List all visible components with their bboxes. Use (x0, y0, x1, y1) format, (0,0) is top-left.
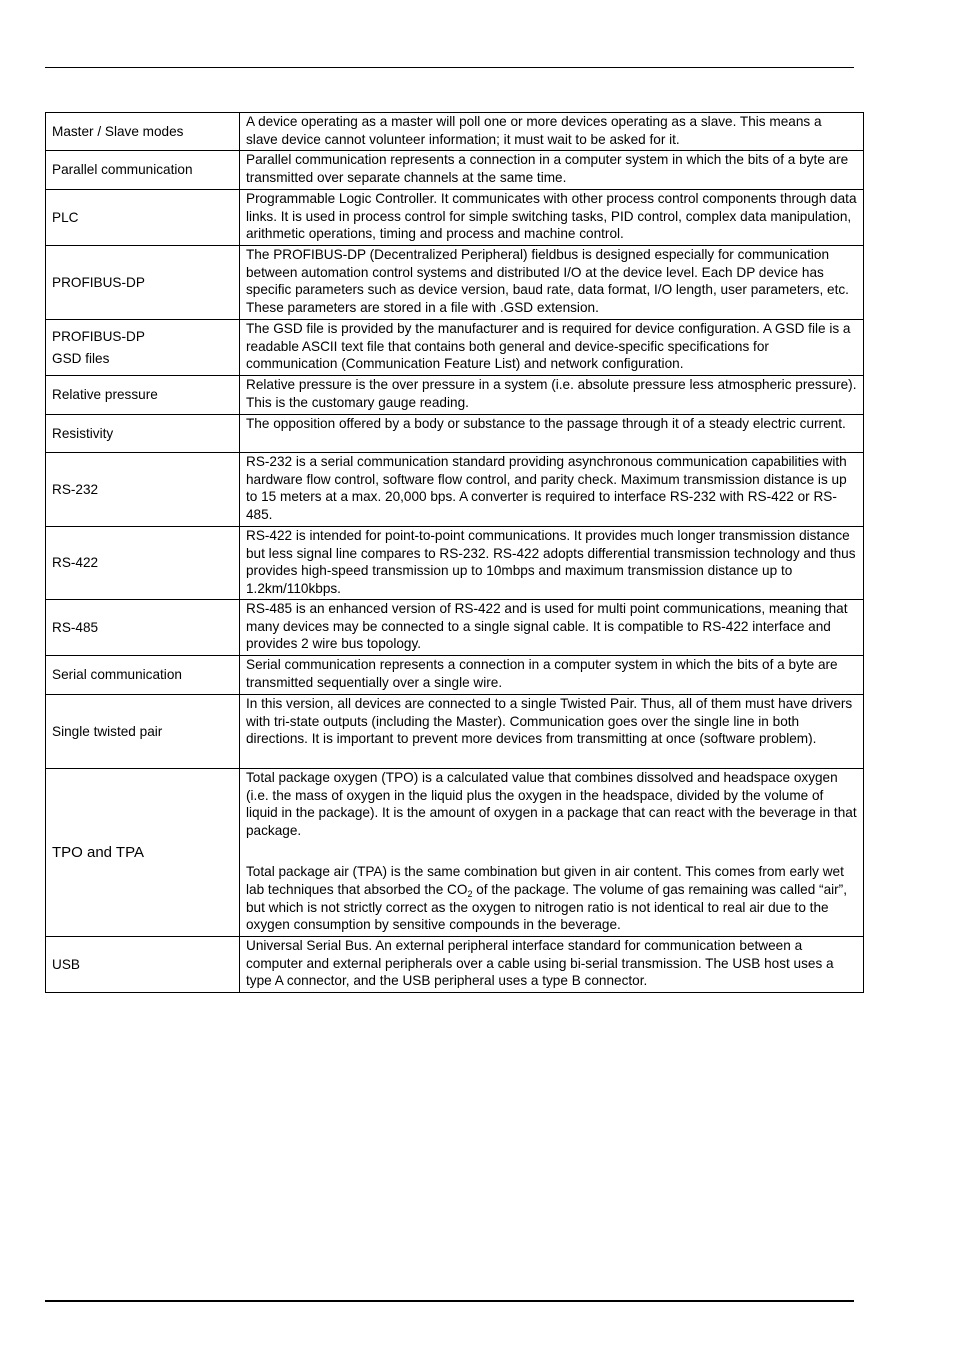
table-row (46, 656, 864, 695)
table-row (46, 937, 864, 993)
table-row (46, 415, 864, 453)
term-cell: Parallel communication (46, 151, 240, 190)
term-cell (46, 320, 240, 376)
table-row (46, 190, 864, 246)
definition-cell: A device operating as a master will poll one or more devices operating as a slave. This means a slave device cannot volunteer information; it must wait to be asked for it. (240, 113, 864, 151)
term-cell: RS-232 (46, 453, 240, 527)
table-row (46, 151, 864, 190)
subscript: 2 (467, 888, 473, 899)
term-cell: RS-422 (46, 527, 240, 600)
term-cell: TPO and TPA (46, 769, 240, 937)
term-cell: Relative pressure (46, 376, 240, 415)
term-cell: USB (46, 937, 240, 993)
paragraph-gap (246, 839, 857, 863)
term-cell: Resistivity (46, 415, 240, 453)
table-row (46, 600, 864, 656)
definition-cell: RS-485 is an enhanced version of RS-422 and is used for multi point communications, meaning that many devices may be connected to a single signal cable. It is compatible to RS-422 interface and provides 2 wire bus topology. (240, 600, 864, 656)
definition-cell (240, 769, 864, 937)
definition-cell: RS-232 is a serial communication standard providing asynchronous communication capabilities with hardware flow control, software flow control, and parity check. Maximum transmission distance is up to 15 meters at a max. 20,000 bps. A converter is required to interface RS-232 with RS-422 or RS-485. (240, 453, 864, 527)
footer-rule (45, 1300, 854, 1302)
term-cell: RS-485 (46, 600, 240, 656)
term-cell: PLC (46, 190, 240, 246)
term-line: PROFIBUS-DP (52, 328, 145, 344)
text-run: Total package air (TPA) is the same combination but given in air content. This comes from early wet lab techniques that absorbed the CO (246, 864, 844, 897)
definition-cell: In this version, all devices are connected to a single Twisted Pair. Thus, all of them must have drivers with tri-state outputs (including the Master). Communication goes over the single line in both directions. It is important to prevent more devices from transmitting at once (software problem). (240, 695, 864, 769)
table-row (46, 246, 864, 320)
definition-cell: The opposition offered by a body or substance to the passage through it of a steady electric current. (240, 415, 864, 453)
table-row (46, 453, 864, 527)
table-row (46, 376, 864, 415)
definition-cell: Programmable Logic Controller. It communicates with other process control components through data links. It is used in process control for simple switching tasks, PID control, complex data manipulation, arithmetic operations, timing and process and machine control. (240, 190, 864, 246)
definition-cell: Parallel communication represents a connection in a computer system in which the bits of a byte are transmitted over separate channels at the same time. (240, 151, 864, 190)
table-row (46, 769, 864, 937)
definition-cell: Relative pressure is the over pressure in a system (i.e. absolute pressure less atmospheric pressure). This is the customary gauge reading. (240, 376, 864, 415)
definition-cell: RS-422 is intended for point-to-point communications. It provides much longer transmission distance but less signal line compares to RS-232. RS-422 adopts differential transmission technology and thus provides high-speed transmission up to 10mbps and maximum transmission distance up to 1.2km/110kbps. (240, 527, 864, 600)
text-run: of the package. The volume of gas remaining was called “air”, but which is not strictly correct as the oxygen to nitrogen ratio is not identical to real air due to the oxygen consumption by sensitive compounds in the beverage. (246, 881, 847, 933)
table-row (46, 113, 864, 151)
definition-cell: Serial communication represents a connection in a computer system in which the bits of a byte are transmitted sequentially over a single wire. (240, 656, 864, 695)
definition-cell: The PROFIBUS-DP (Decentralized Peripheral) fieldbus is designed especially for communication between automation control systems and distributed I/O at the device level. Each DP device has specific parameters such as device version, baud rate, data format, I/O length, user parameters, etc. These parameters are stored in a file with .GSD extension. (240, 246, 864, 320)
term-cell: Serial communication (46, 656, 240, 695)
definition-paragraph (246, 863, 857, 933)
term-line: GSD files (52, 350, 110, 366)
table-row (46, 527, 864, 600)
term-cell: PROFIBUS-DP (46, 246, 240, 320)
glossary-table (45, 112, 864, 993)
term-cell: Single twisted pair (46, 695, 240, 769)
term-cell: Master / Slave modes (46, 113, 240, 151)
header-rule (45, 67, 854, 68)
definition-cell: The GSD file is provided by the manufacturer and is required for device configuration. A GSD file is a readable ASCII text file that contains both general and device-specific specifications for communication (Communication Feature List) and network configuration. (240, 320, 864, 376)
table-row (46, 320, 864, 376)
table-row (46, 695, 864, 769)
definition-paragraph: Total package oxygen (TPO) is a calculated value that combines dissolved and headspace oxygen (i.e. the mass of oxygen in the liquid plus the oxygen in the headspace, divided by the volume of liquid in the package). It is the amount of oxygen in a package that can react with the beverage in that package. (246, 770, 857, 838)
definition-cell: Universal Serial Bus. An external peripheral interface standard for communication between a computer and external peripherals over a cable using bi-serial transmission. The USB host uses a type A connector, and the USB peripheral uses a type B connector. (240, 937, 864, 993)
